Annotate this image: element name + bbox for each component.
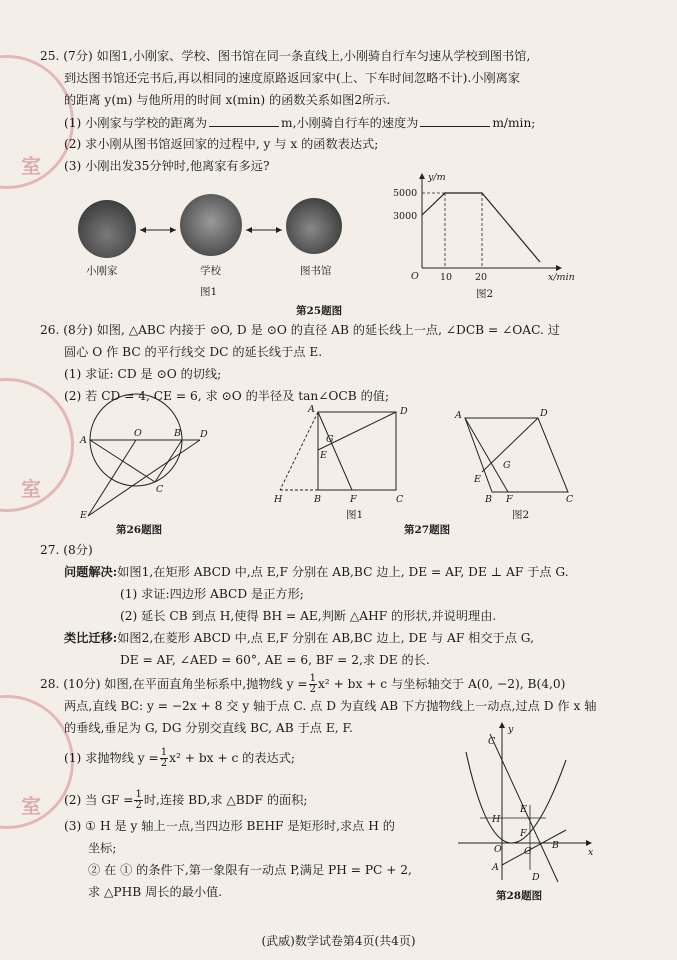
q27-p1-1: (1) 求证:四边形 ABCD 是正方形;: [120, 587, 304, 601]
svg-text:D: D: [532, 872, 540, 883]
home-label: 小刚家: [86, 265, 118, 277]
svg-text:O: O: [494, 844, 502, 855]
svg-text:D: D: [200, 429, 208, 440]
graph-origin: O: [411, 271, 419, 282]
svg-text:F: F: [520, 828, 527, 839]
q27-fig1-caption: 图1: [346, 509, 364, 521]
svg-text:A: A: [455, 410, 462, 421]
figure1-caption: 图1: [200, 286, 218, 298]
q28-sub3d: 求 △PHB 周长的最小值.: [88, 885, 223, 899]
q26-sub1: (1) 求证: CD 是 ⊙O 的切线;: [64, 367, 222, 381]
q28-sub1: (1) 求抛物线 y = $\frac{1}{2}$ x² + bx + c 的表达式;: [64, 747, 296, 769]
svg-text:C: C: [156, 484, 164, 495]
svg-text:B: B: [174, 428, 181, 439]
q25-caption: 第25题图: [296, 305, 343, 317]
q28-sub3: (3) ① H 是 y 轴上一点,当四边形 BEHF 是矩形时,求点 H 的: [64, 819, 395, 833]
q25-sub2: (2) 求小刚从图书馆返回家的过程中, y 与 x 的函数表达式;: [64, 137, 379, 151]
svg-text:y: y: [508, 724, 514, 735]
svg-text:G: G: [326, 434, 334, 445]
graph-xlabel: x/min: [548, 272, 575, 283]
graph-x1: 10: [440, 272, 453, 283]
graph-ylabel: y/m: [428, 172, 446, 183]
q28-sub3b: 坐标;: [88, 841, 117, 855]
q25-line1: 25. (7分) 如图1,小刚家、学校、图书馆在同一条直线上,小刚骑自行车匀速从学校到图书馆,: [40, 49, 531, 63]
official-stamp: 室: [0, 695, 74, 829]
q27-p2b: DE = AF, ∠AED = 60°, AE = 6, BF = 2,求 DE 的长.: [120, 653, 430, 667]
svg-text:C: C: [488, 736, 496, 747]
q28-line3: 的垂线,垂足为 G, DG 分别交直线 BC, AB 于点 E, F.: [64, 721, 353, 735]
svg-text:E: E: [520, 804, 527, 815]
svg-text:O: O: [134, 428, 142, 439]
official-stamp: 室: [0, 378, 74, 512]
q26-caption: 第26题图: [116, 524, 163, 536]
school-label: 学校: [200, 265, 221, 277]
svg-text:E: E: [80, 510, 87, 521]
svg-text:A: A: [492, 862, 499, 873]
svg-text:D: D: [540, 408, 548, 419]
q28-sub3c: ② 在 ① 的条件下,第一象限有一动点 P,满足 PH = PC + 2,: [88, 863, 412, 877]
graph-x2: 20: [475, 272, 488, 283]
svg-text:x: x: [588, 847, 594, 858]
q26-sub2: (2) 若 CD = 4, CE = 6, 求 ⊙O 的半径及 tan∠OCB 的值;: [64, 389, 390, 403]
svg-text:E: E: [320, 450, 327, 461]
q27-title: 27. (8分): [40, 543, 93, 557]
graph-y1: 5000: [393, 188, 418, 199]
q25-sub3: (3) 小刚出发35分钟时,他离家有多远?: [64, 159, 270, 173]
svg-text:B: B: [314, 494, 321, 505]
q26-line2: 圆心 O 作 BC 的平行线交 DC 的延长线于点 E.: [64, 345, 323, 359]
page-footer: (武威)数学试卷第4页(共4页): [261, 934, 416, 948]
figure2-caption: 图2: [476, 288, 494, 300]
q28-sub2: (2) 当 GF = $\frac{1}{2}$ 时,连接 BD,求 △BDF 的面积;: [64, 789, 308, 811]
q26-line1: 26. (8分) 如图, △ABC 内接于 ⊙O, D 是 ⊙O 的直径 AB 的延长线上一点, ∠DCB = ∠OAC. 过: [40, 323, 560, 337]
graph-y2: 3000: [393, 211, 418, 222]
svg-text:B: B: [485, 494, 492, 505]
svg-text:C: C: [396, 494, 404, 505]
svg-text:A: A: [80, 435, 87, 446]
q25-line2: 到达图书馆还完书后,再以相同的速度原路返回家中(上、下车时间忽略不计).小刚离家: [64, 71, 521, 85]
svg-text:C: C: [566, 494, 574, 505]
q28-line1: 28. (10分) 如图,在平面直角坐标系中,抛物线 y = $\frac{1}{2}$ x² + bx + c 与坐标轴交于 A(0, −2), B(4,0): [40, 673, 566, 695]
q28-caption: 第28题图: [496, 890, 543, 902]
svg-text:F: F: [506, 494, 513, 505]
q27-p1: 问题解决:如图1,在矩形 ABCD 中,点 E,F 分别在 AB,BC 边上, DE = AF, DE ⊥ AF 于点 G.: [64, 565, 569, 579]
svg-text:F: F: [350, 494, 357, 505]
q25-line3: 的距离 y(m) 与他所用的时间 x(min) 的函数关系如图2所示.: [64, 93, 391, 107]
svg-text:G: G: [503, 460, 511, 471]
svg-text:H: H: [492, 814, 501, 825]
q28-line2: 两点,直线 BC: y = −2x + 8 交 y 轴于点 C. 点 D 为直线 AB 下方抛物线上一动点,过点 D 作 x 轴: [64, 699, 597, 713]
svg-text:E: E: [474, 474, 481, 485]
q25-sub1: (1) 小刚家与学校的距离为 m,小刚骑自行车的速度为 m/min;: [64, 116, 536, 130]
svg-text:D: D: [400, 406, 408, 417]
svg-text:G: G: [524, 846, 532, 857]
q27-caption: 第27题图: [404, 524, 451, 536]
q27-p2: 类比迁移:如图2,在菱形 ABCD 中,点 E,F 分别在 AB,BC 边上, DE 与 AF 相交于点 G,: [64, 631, 534, 645]
official-stamp: 室: [0, 55, 74, 189]
svg-text:A: A: [308, 404, 315, 415]
q27-p1-2: (2) 延长 CB 到点 H,使得 BH = AE,判断 △AHF 的形状,并说明理由.: [120, 609, 497, 623]
q27-fig2-caption: 图2: [512, 509, 530, 521]
svg-text:B: B: [552, 840, 559, 851]
library-label: 图书馆: [300, 265, 332, 277]
svg-text:H: H: [274, 494, 283, 505]
